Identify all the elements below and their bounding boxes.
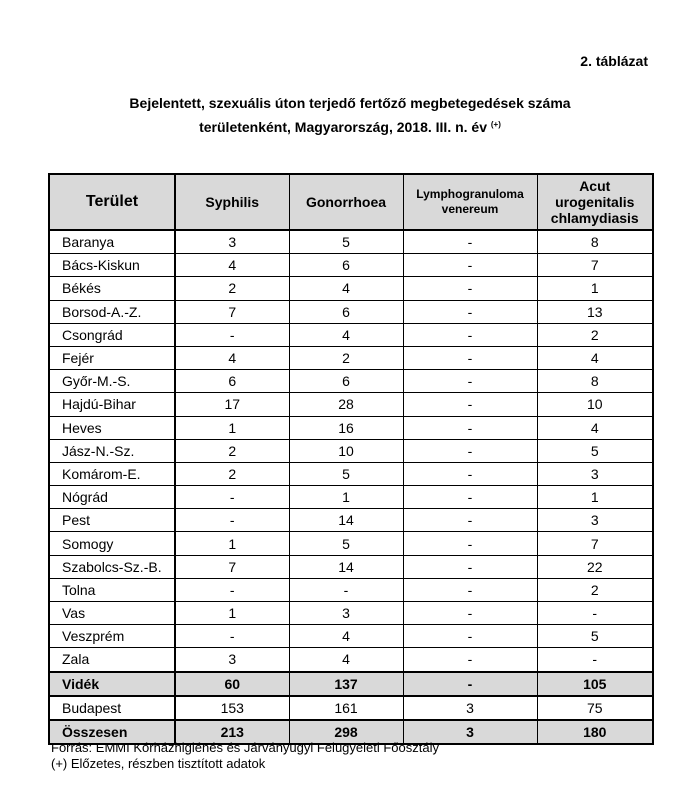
cell-region: Vas	[49, 602, 175, 625]
cell-gonorrhoea: 4	[289, 625, 403, 648]
cell-syphilis: 60	[175, 672, 289, 696]
cell-region: Borsod-A.-Z.	[49, 300, 175, 323]
cell-region: Békés	[49, 277, 175, 300]
cell-region: Heves	[49, 416, 175, 439]
cell-region: Nógrád	[49, 486, 175, 509]
cell-region: Bács-Kiskun	[49, 254, 175, 277]
cell-region: Tolna	[49, 578, 175, 601]
header-row	[49, 174, 653, 230]
title-line-2-text: területenként, Magyarország, 2018. III. n. év	[199, 119, 487, 135]
table-row	[49, 277, 653, 300]
budapest-row	[49, 696, 653, 720]
cell-acut: 10	[537, 393, 653, 416]
cell-lympho: -	[403, 672, 537, 696]
table-row	[49, 462, 653, 485]
cell-region: Somogy	[49, 532, 175, 555]
cell-syphilis: 1	[175, 416, 289, 439]
title-line-2	[0, 114, 700, 138]
cell-syphilis: 17	[175, 393, 289, 416]
cell-acut: 1	[537, 486, 653, 509]
cell-lympho: -	[403, 486, 537, 509]
cell-syphilis: -	[175, 323, 289, 346]
cell-gonorrhoea: 2	[289, 346, 403, 369]
table-body	[49, 230, 653, 744]
cell-gonorrhoea: 4	[289, 323, 403, 346]
table-row	[49, 416, 653, 439]
cell-acut: 2	[537, 323, 653, 346]
table-row	[49, 323, 653, 346]
cell-syphilis: 2	[175, 277, 289, 300]
cell-gonorrhoea: 6	[289, 370, 403, 393]
table-row	[49, 625, 653, 648]
cell-lympho: -	[403, 323, 537, 346]
table-row	[49, 486, 653, 509]
cell-gonorrhoea: 28	[289, 393, 403, 416]
cell-region: Budapest	[49, 696, 175, 720]
cell-gonorrhoea: 16	[289, 416, 403, 439]
cell-gonorrhoea: 6	[289, 300, 403, 323]
cell-syphilis: 213	[175, 720, 289, 744]
cell-region: Összesen	[49, 720, 175, 744]
cell-lympho: -	[403, 277, 537, 300]
cell-acut: 5	[537, 625, 653, 648]
cell-region: Szabolcs-Sz.-B.	[49, 555, 175, 578]
table-title	[0, 93, 700, 138]
cell-lympho: -	[403, 370, 537, 393]
cell-region: Baranya	[49, 230, 175, 254]
cell-gonorrhoea: 3	[289, 602, 403, 625]
cell-gonorrhoea: 161	[289, 696, 403, 720]
table-row	[49, 439, 653, 462]
cell-region: Veszprém	[49, 625, 175, 648]
cell-acut: 3	[537, 462, 653, 485]
cell-syphilis: 4	[175, 254, 289, 277]
cell-region: Győr-M.-S.	[49, 370, 175, 393]
cell-acut: 8	[537, 230, 653, 254]
title-line-1: Bejelentett, szexuális úton terjedő fertőző megbetegedések száma	[129, 95, 571, 111]
cell-region: Pest	[49, 509, 175, 532]
header-acut	[537, 174, 653, 230]
cell-lympho: -	[403, 393, 537, 416]
cell-acut: 13	[537, 300, 653, 323]
cell-lympho: -	[403, 509, 537, 532]
cell-acut: 105	[537, 672, 653, 696]
cell-region: Csongrád	[49, 323, 175, 346]
cell-acut: 1	[537, 277, 653, 300]
source-note: Forrás: EMMI Kórházhigiénés és Járványügyi Felügyeleti Főosztály	[51, 740, 439, 755]
cell-lympho: -	[403, 230, 537, 254]
cell-syphilis: 1	[175, 602, 289, 625]
cell-gonorrhoea: 1	[289, 486, 403, 509]
cell-lympho: -	[403, 602, 537, 625]
cell-gonorrhoea: 137	[289, 672, 403, 696]
cell-acut: -	[537, 602, 653, 625]
cell-lympho: -	[403, 625, 537, 648]
header-acut-line-3: chlamydiasis	[550, 210, 639, 226]
cell-gonorrhoea: 6	[289, 254, 403, 277]
header-lympho-line-2: venereum	[441, 202, 499, 216]
cell-lympho: -	[403, 532, 537, 555]
table-row	[49, 346, 653, 369]
table-row	[49, 602, 653, 625]
cell-syphilis: -	[175, 625, 289, 648]
cell-acut: 75	[537, 696, 653, 720]
cell-gonorrhoea: 5	[289, 532, 403, 555]
cell-lympho: -	[403, 300, 537, 323]
table-row	[49, 393, 653, 416]
cell-region: Hajdú-Bihar	[49, 393, 175, 416]
cell-acut: 4	[537, 346, 653, 369]
cell-syphilis: -	[175, 509, 289, 532]
table-number: 2. táblázat	[580, 53, 648, 69]
cell-lympho: 3	[403, 720, 537, 744]
cell-acut: -	[537, 648, 653, 672]
header-acut-line-2: urogenitalis	[555, 194, 635, 210]
cell-acut: 180	[537, 720, 653, 744]
cell-acut: 3	[537, 509, 653, 532]
title-marker: (+)	[490, 120, 501, 129]
header-syphilis: Syphilis	[175, 174, 289, 230]
cell-syphilis: 4	[175, 346, 289, 369]
table-row	[49, 532, 653, 555]
cell-syphilis: 7	[175, 300, 289, 323]
cell-acut: 7	[537, 532, 653, 555]
cell-acut: 4	[537, 416, 653, 439]
header-lymphogranuloma	[403, 174, 537, 230]
cell-syphilis: 3	[175, 230, 289, 254]
table-row	[49, 370, 653, 393]
data-table	[48, 173, 654, 745]
cell-gonorrhoea: 14	[289, 509, 403, 532]
cell-syphilis: 1	[175, 532, 289, 555]
cell-gonorrhoea: 4	[289, 277, 403, 300]
cell-acut: 8	[537, 370, 653, 393]
cell-syphilis: -	[175, 486, 289, 509]
cell-gonorrhoea: -	[289, 578, 403, 601]
table-row	[49, 230, 653, 254]
cell-region: Komárom-E.	[49, 462, 175, 485]
cell-gonorrhoea: 14	[289, 555, 403, 578]
header-region: Terület	[49, 174, 175, 230]
cell-syphilis: -	[175, 578, 289, 601]
cell-syphilis: 3	[175, 648, 289, 672]
cell-lympho: -	[403, 648, 537, 672]
cell-acut: 7	[537, 254, 653, 277]
cell-region: Zala	[49, 648, 175, 672]
preliminary-note: (+) Előzetes, részben tisztított adatok	[51, 756, 266, 771]
cell-gonorrhoea: 298	[289, 720, 403, 744]
cell-syphilis: 153	[175, 696, 289, 720]
cell-gonorrhoea: 5	[289, 230, 403, 254]
cell-syphilis: 2	[175, 462, 289, 485]
footnotes	[51, 740, 439, 772]
cell-region: Fejér	[49, 346, 175, 369]
cell-syphilis: 6	[175, 370, 289, 393]
cell-lympho: -	[403, 439, 537, 462]
table-row	[49, 509, 653, 532]
table-row	[49, 555, 653, 578]
header-acut-line-1: Acut	[579, 178, 611, 194]
header-gonorrhoea: Gonorrhoea	[289, 174, 403, 230]
cell-gonorrhoea: 5	[289, 462, 403, 485]
cell-region: Jász-N.-Sz.	[49, 439, 175, 462]
cell-region: Vidék	[49, 672, 175, 696]
cell-lympho: 3	[403, 696, 537, 720]
cell-gonorrhoea: 4	[289, 648, 403, 672]
cell-syphilis: 7	[175, 555, 289, 578]
videk-total-row	[49, 672, 653, 696]
cell-lympho: -	[403, 416, 537, 439]
cell-acut: 5	[537, 439, 653, 462]
table-row	[49, 300, 653, 323]
table-row	[49, 578, 653, 601]
cell-lympho: -	[403, 578, 537, 601]
cell-lympho: -	[403, 346, 537, 369]
cell-gonorrhoea: 10	[289, 439, 403, 462]
table-row	[49, 648, 653, 672]
table-row	[49, 254, 653, 277]
cell-acut: 22	[537, 555, 653, 578]
cell-lympho: -	[403, 555, 537, 578]
cell-syphilis: 2	[175, 439, 289, 462]
cell-lympho: -	[403, 254, 537, 277]
cell-lympho: -	[403, 462, 537, 485]
cell-acut: 2	[537, 578, 653, 601]
header-lympho-line-1: Lymphogranuloma	[416, 187, 524, 201]
